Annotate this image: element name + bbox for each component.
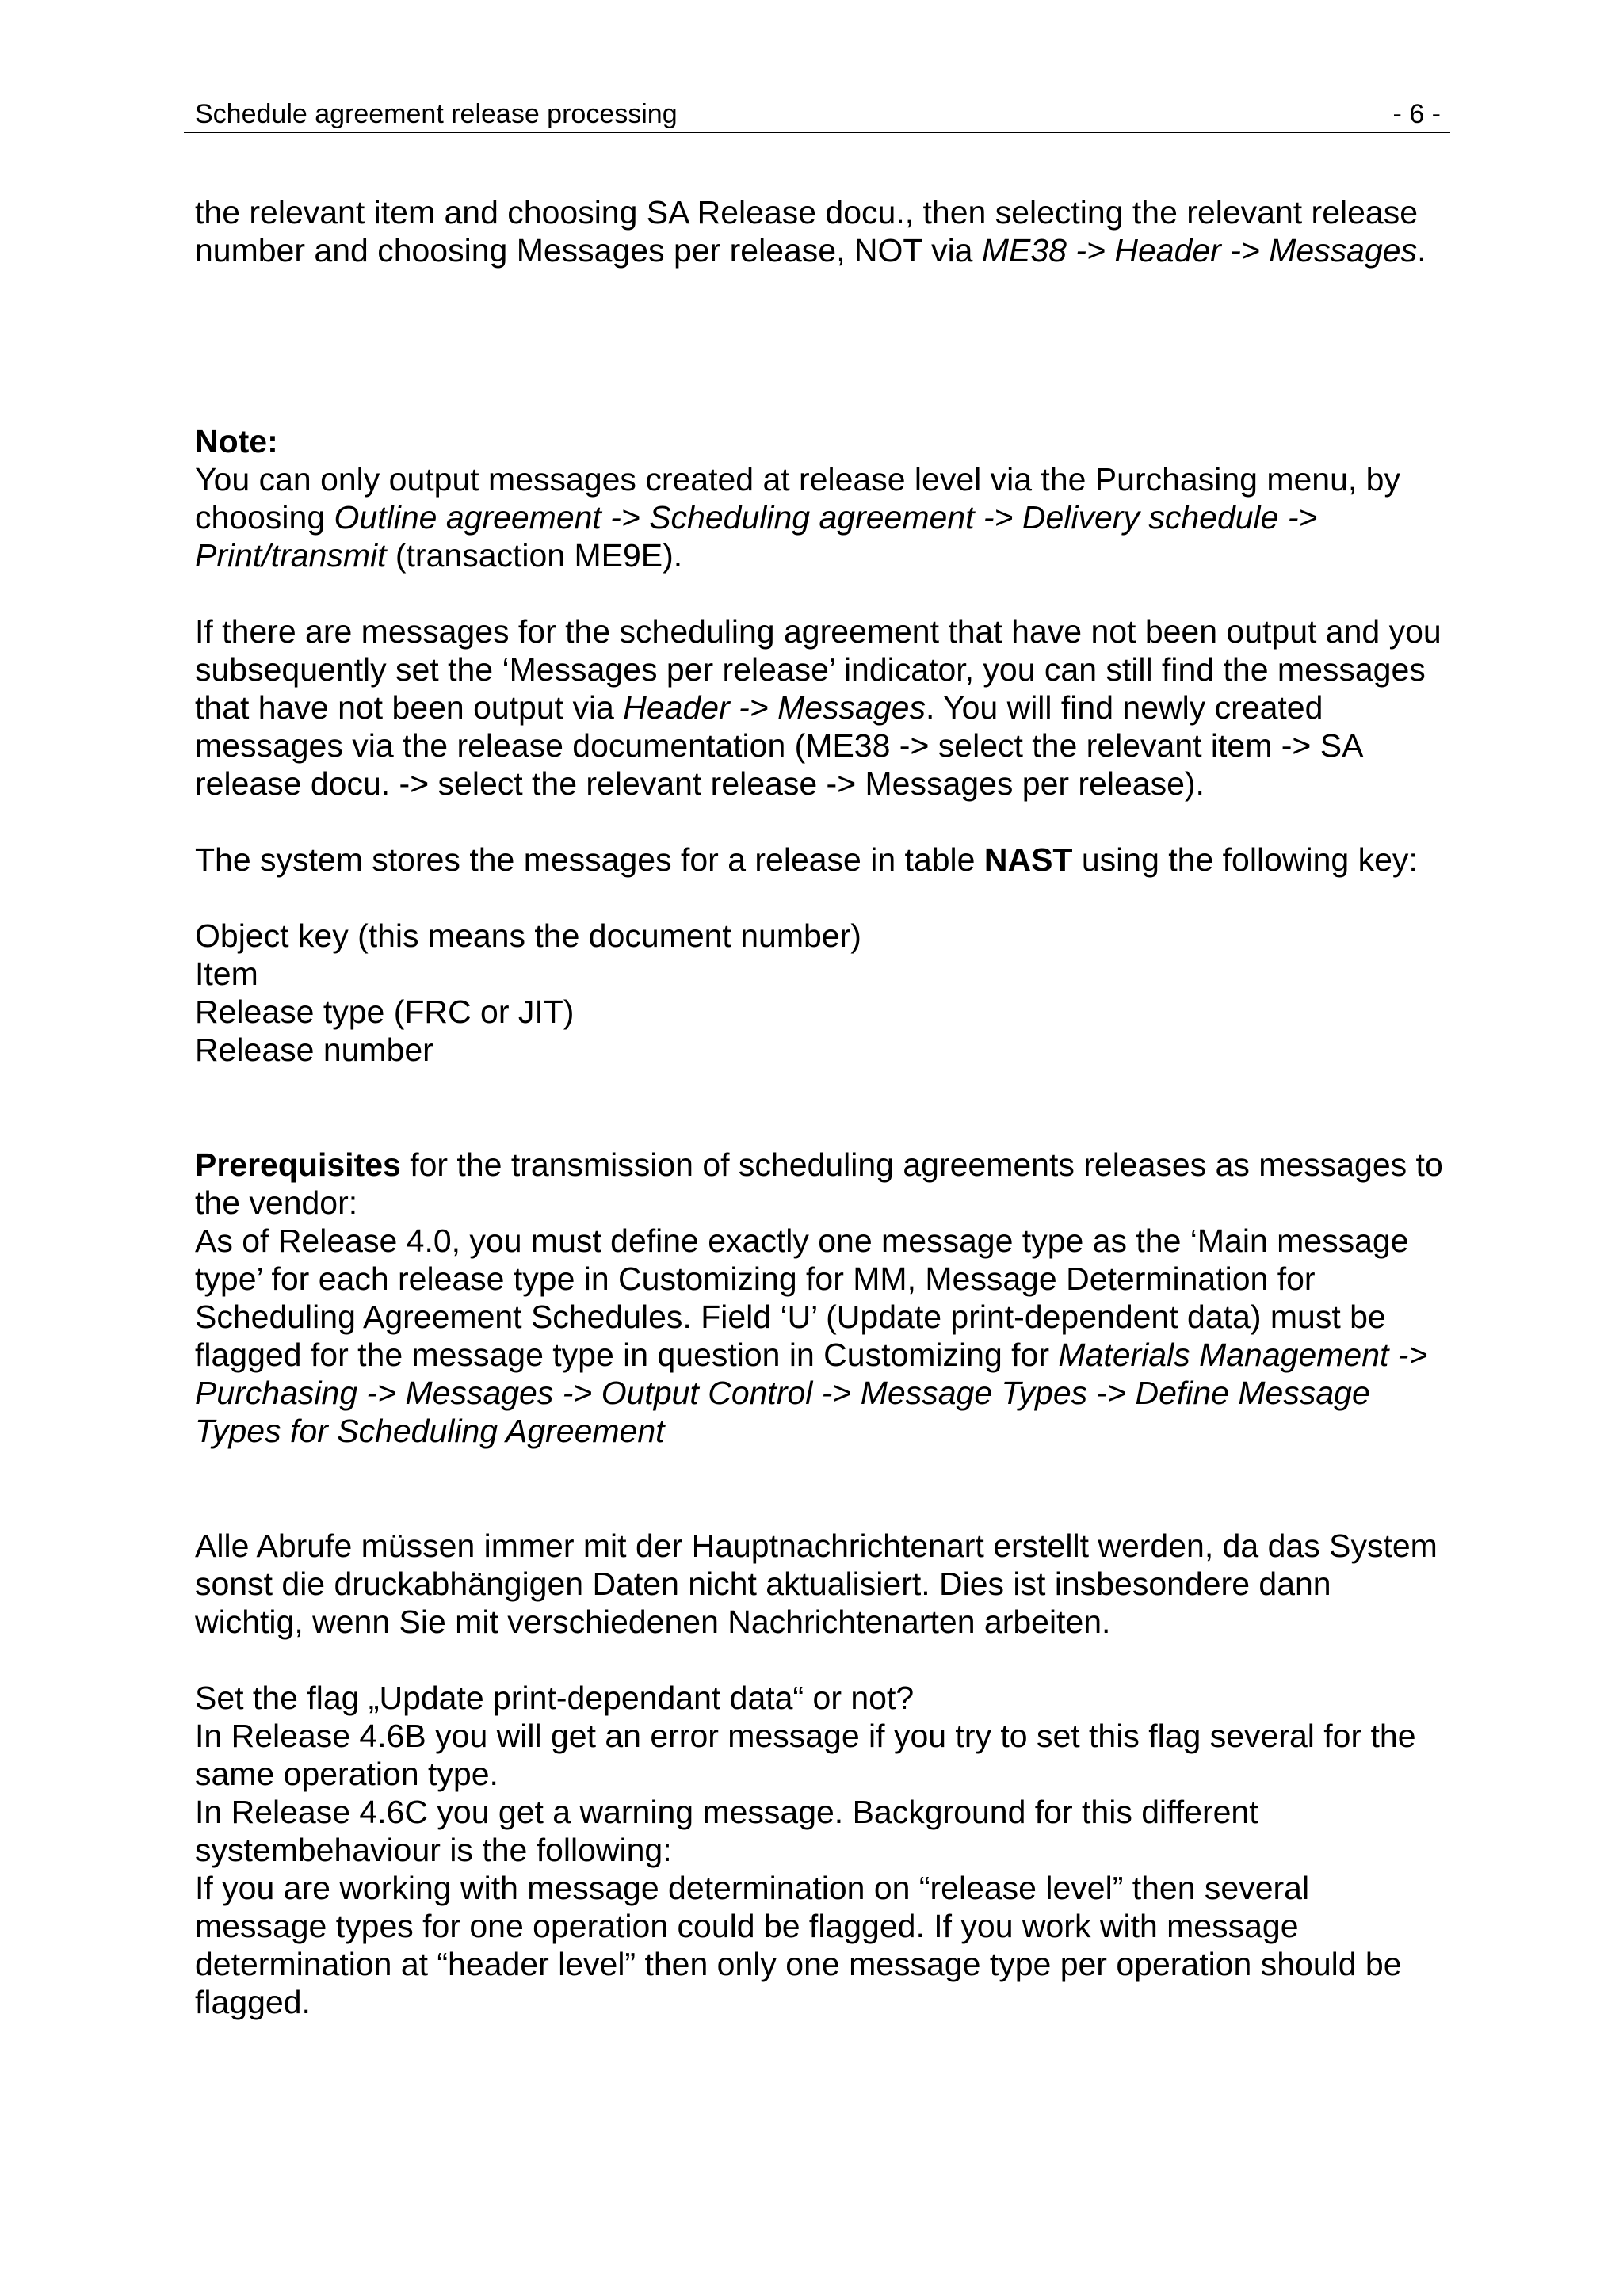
- header-title: Schedule agreement release processing: [195, 99, 678, 129]
- page-header: [184, 97, 1450, 133]
- german-paragraph: [195, 1527, 1447, 1641]
- key-field-item: Object key (this means the document number): [195, 917, 861, 954]
- note-heading: Note:: [195, 423, 278, 460]
- key-field-item: Release number: [195, 1032, 433, 1068]
- nast-paragraph: [195, 841, 1447, 879]
- unsent-messages-paragraph: [195, 612, 1447, 803]
- note-section: [195, 422, 1447, 574]
- unsent-menu-path: Header -> Messages: [623, 689, 926, 726]
- page-number: - 6 -: [1392, 99, 1441, 129]
- intro-text: the relevant item and choosing SA Release docu., then selecting the relevant release number and choosing Messages per release, NOT via: [195, 194, 1419, 269]
- intro-menu-path: ME38 -> Header -> Messages: [981, 232, 1418, 269]
- prerequisites-intro: for the transmission of scheduling agreements releases as messages to the vendor:: [195, 1146, 1443, 1221]
- nast-end: using the following key:: [1072, 841, 1418, 878]
- key-field-item: Item: [195, 955, 258, 992]
- nast-table-name: NAST: [983, 841, 1073, 878]
- unsent-end: . You will find newly created messages via the release documentation (ME38 -> select the relevant item -> SA release docu. -> select the relevant release -> Messages per release).: [195, 689, 1362, 802]
- prerequisites-text: As of Release 4.0, you must define exactly one message type as the ‘Main message type’ for each release type in Customizing for MM, Message Determination for Scheduling Agreement Schedules. Field ‘U’ (Update print-dependent data) must be flagged for the message type in question in Customizing for: [195, 1222, 1409, 1373]
- german-text: Alle Abrufe müssen immer mit der Hauptnachrichtenart erstellt werden, da das System sonst die druckabhängigen Daten nicht aktualisiert. Dies ist insbesondere dann wichtig, wenn Sie mit verschiedenen Nachrichtenarten arbeiten.: [195, 1527, 1438, 1640]
- note-transaction: (transaction ME9E).: [386, 537, 683, 574]
- flag-release-46b: In Release 4.6B you will get an error message if you try to set this flag several for the same operation type.: [195, 1718, 1416, 1792]
- nast-text: The system stores the messages for a release in table: [195, 841, 984, 878]
- flag-question: Set the flag „Update print-dependant data“ or not?: [195, 1680, 915, 1716]
- prerequisites-heading: Prerequisites: [195, 1146, 401, 1183]
- note-text: You can only output messages created at release level via the Purchasing menu, by choosing: [195, 461, 1400, 536]
- prerequisites-section: [195, 1146, 1447, 1450]
- intro-end: .: [1417, 232, 1426, 269]
- note-menu-path: Outline agreement -> Scheduling agreement -> Delivery schedule -> Print/transmit: [195, 499, 1318, 574]
- intro-paragraph: [195, 193, 1447, 269]
- unsent-text: If there are messages for the scheduling agreement that have not been output and you subsequently set the ‘Messages per release’ indicator, you can still find the messages that have not been output via: [195, 613, 1442, 726]
- key-field-item: Release type (FRC or JIT): [195, 994, 575, 1030]
- flag-explanation: If you are working with message determination on “release level” then several message types for one operation could be flagged. If you work with message determination at “header level” then only one message type per operation should be flagged.: [195, 1870, 1402, 2020]
- flag-section: [195, 1679, 1447, 2021]
- prerequisites-menu-path: Materials Management -> Purchasing -> Messages -> Output Control -> Message Types -> Define Message Types for Scheduling Agreement: [195, 1337, 1428, 1449]
- flag-release-46c: In Release 4.6C you get a warning message. Background for this different systembehaviour is the following:: [195, 1794, 1258, 1868]
- key-field-list: [195, 917, 1447, 1069]
